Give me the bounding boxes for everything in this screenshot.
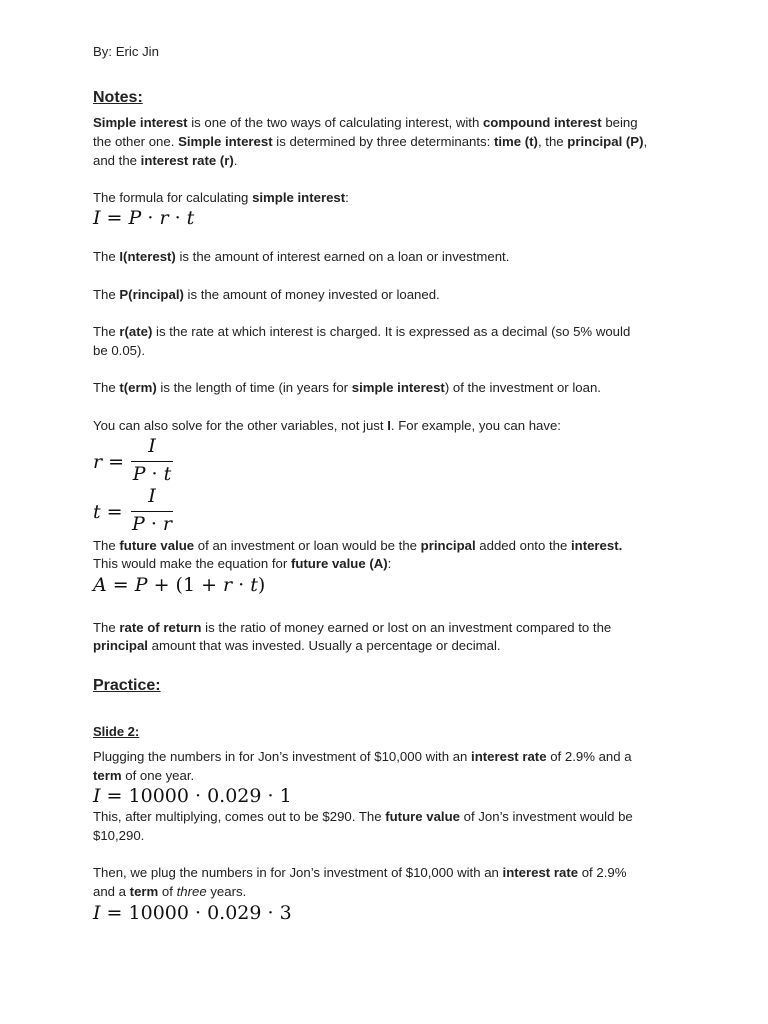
var-t: t (93, 501, 101, 523)
text: You can also solve for the other variables, not just (93, 418, 388, 433)
text: of an investment or loan would be the (194, 538, 421, 553)
term-term: t(erm) (119, 380, 157, 395)
text: The (93, 380, 120, 395)
text: Then, we plug the numbers in for Jon’s investment of $10,000 with an (93, 865, 503, 880)
text: of 2.9% and a (546, 749, 632, 764)
def-term (93, 378, 601, 397)
var-p: P (134, 574, 148, 596)
emphasis-three: three (176, 884, 207, 899)
equals: = (100, 207, 129, 229)
text: is one of the two ways of calculating interest, with (187, 115, 483, 130)
text: and the (93, 153, 141, 168)
slide-2-heading: Slide 2: (93, 724, 140, 739)
var-i: I (93, 785, 101, 807)
term-interest: I(nterest) (119, 249, 176, 264)
term-compound-interest: compound interest (482, 115, 602, 130)
text: The (93, 620, 120, 635)
close-paren: ) (257, 574, 266, 596)
text: amount that was invested. Usually a percentage or decimal. (147, 638, 501, 653)
intro-line-1 (93, 113, 638, 132)
term-principal: principal (P) (567, 134, 644, 149)
text: is the rate at which interest is charged. It is expressed as a decimal (so 5% would (152, 324, 631, 339)
term-term: term (93, 768, 122, 783)
var-t: t (186, 207, 195, 229)
var-r: r (223, 574, 233, 596)
formula-simple-interest (93, 207, 194, 229)
equals: = (102, 451, 125, 473)
text: ) of the investment or loan. (444, 380, 601, 395)
dot: · (144, 513, 163, 535)
text: years. (206, 884, 247, 899)
slide2-para2-line-2: $10,290. (93, 828, 145, 843)
denominator (131, 513, 173, 535)
text: This, after multiplying, comes out to be $290. The (93, 809, 386, 824)
text: : (345, 190, 349, 205)
term-time: time (t) (493, 134, 538, 149)
var-r: r (93, 451, 103, 473)
var-t: t (163, 463, 172, 485)
var-p: P (131, 513, 145, 535)
expression: = 10000 · 0.029 · 3 (100, 902, 292, 924)
term-future-value: future value (119, 538, 195, 553)
dot: · (232, 574, 251, 596)
text: The (93, 538, 120, 553)
dot: · (168, 207, 187, 229)
term-principal: principal (93, 638, 148, 653)
rate-of-return-line-1 (93, 618, 611, 637)
text: is the amount of interest earned on a loan or investment. (175, 249, 510, 264)
def-rate-line-1 (93, 322, 630, 341)
slide2-para1-line-1 (93, 747, 632, 766)
var-p: P (128, 207, 142, 229)
formula-three-years (93, 902, 292, 924)
future-value-line-2 (93, 554, 391, 573)
practice-heading: Practice: (93, 677, 161, 694)
def-rate-line-2: be 0.05). (93, 343, 146, 358)
byline: By: Eric Jin (93, 44, 159, 59)
intro-line-3 (93, 151, 237, 170)
var-a: A (93, 574, 107, 596)
term-simple-interest: Simple interest (178, 134, 273, 149)
text: . (233, 153, 238, 168)
var-p: P (132, 463, 146, 485)
text: is the length of time (in years for (156, 380, 352, 395)
denominator (131, 463, 173, 485)
equals: = (106, 574, 135, 596)
text: The (93, 287, 120, 302)
term-term: term (129, 884, 159, 899)
term-i: I (387, 418, 391, 433)
text: is determined by three determinants: (272, 134, 494, 149)
term-rate-of-return: rate of return (119, 620, 202, 635)
dot: · (141, 207, 160, 229)
text: The (93, 249, 120, 264)
term-principal: P(rincipal) (119, 287, 184, 302)
slide2-para2-line-1 (93, 807, 633, 826)
future-value-line-1 (93, 536, 622, 555)
var-i: I (93, 207, 101, 229)
text: is the amount of money invested or loaned. (183, 287, 440, 302)
text: the other one. (93, 134, 179, 149)
text: This would make the equation for (93, 556, 291, 571)
numerator: I (148, 485, 156, 507)
term-simple-interest: simple interest (252, 190, 346, 205)
text: : (387, 556, 392, 571)
term-principal: principal (420, 538, 476, 553)
notes-heading: Notes: (93, 89, 143, 106)
var-r: r (159, 207, 169, 229)
text: , (643, 134, 648, 149)
def-principal (93, 285, 440, 304)
term-simple-interest: simple interest (351, 380, 445, 395)
plus-paren: + (1 + (147, 574, 224, 596)
formula-intro (93, 188, 349, 207)
term-rate: r(ate) (119, 324, 153, 339)
text: is the ratio of money earned or lost on an investment compared to the (201, 620, 612, 635)
text: and a (93, 884, 130, 899)
term-interest-rate: interest rate (r) (140, 153, 234, 168)
text: of Jon’s investment would be (459, 809, 633, 824)
text: added onto the (475, 538, 571, 553)
slide2-para3-line-2 (93, 882, 246, 901)
text: of 2.9% (578, 865, 627, 880)
def-interest (93, 247, 509, 266)
var-r: r (162, 513, 172, 535)
text: . For example, you can have: (390, 418, 561, 433)
term-interest-rate: interest rate (502, 865, 579, 880)
numerator: I (148, 435, 156, 457)
solve-other-text (93, 416, 561, 435)
term-future-value: future value (A) (290, 556, 388, 571)
text: of one year. (121, 768, 195, 783)
intro-line-2 (93, 132, 647, 151)
text: , the (537, 134, 568, 149)
formula-future-value (93, 574, 265, 596)
text: The formula for calculating (93, 190, 253, 205)
term-interest-rate: interest rate (471, 749, 547, 764)
var-t: t (250, 574, 258, 596)
text: of (158, 884, 177, 899)
term-future-value: future value (385, 809, 460, 824)
var-i: I (93, 902, 101, 924)
text: The (93, 324, 120, 339)
lhs (93, 501, 123, 523)
dot: · (145, 463, 164, 485)
expression: = 10000 · 0.029 · 1 (100, 785, 292, 807)
formula-one-year (93, 785, 292, 807)
rate-of-return-line-2 (93, 636, 501, 655)
slide2-para3-line-1 (93, 863, 626, 882)
term-interest: interest. (570, 538, 623, 553)
text: being (601, 115, 638, 130)
term-simple-interest: Simple interest (93, 115, 188, 130)
slide2-para1-line-2 (93, 766, 194, 785)
lhs (93, 451, 124, 473)
text: Plugging the numbers in for Jon’s investment of $10,000 with an (93, 749, 472, 764)
equals: = (100, 501, 123, 523)
